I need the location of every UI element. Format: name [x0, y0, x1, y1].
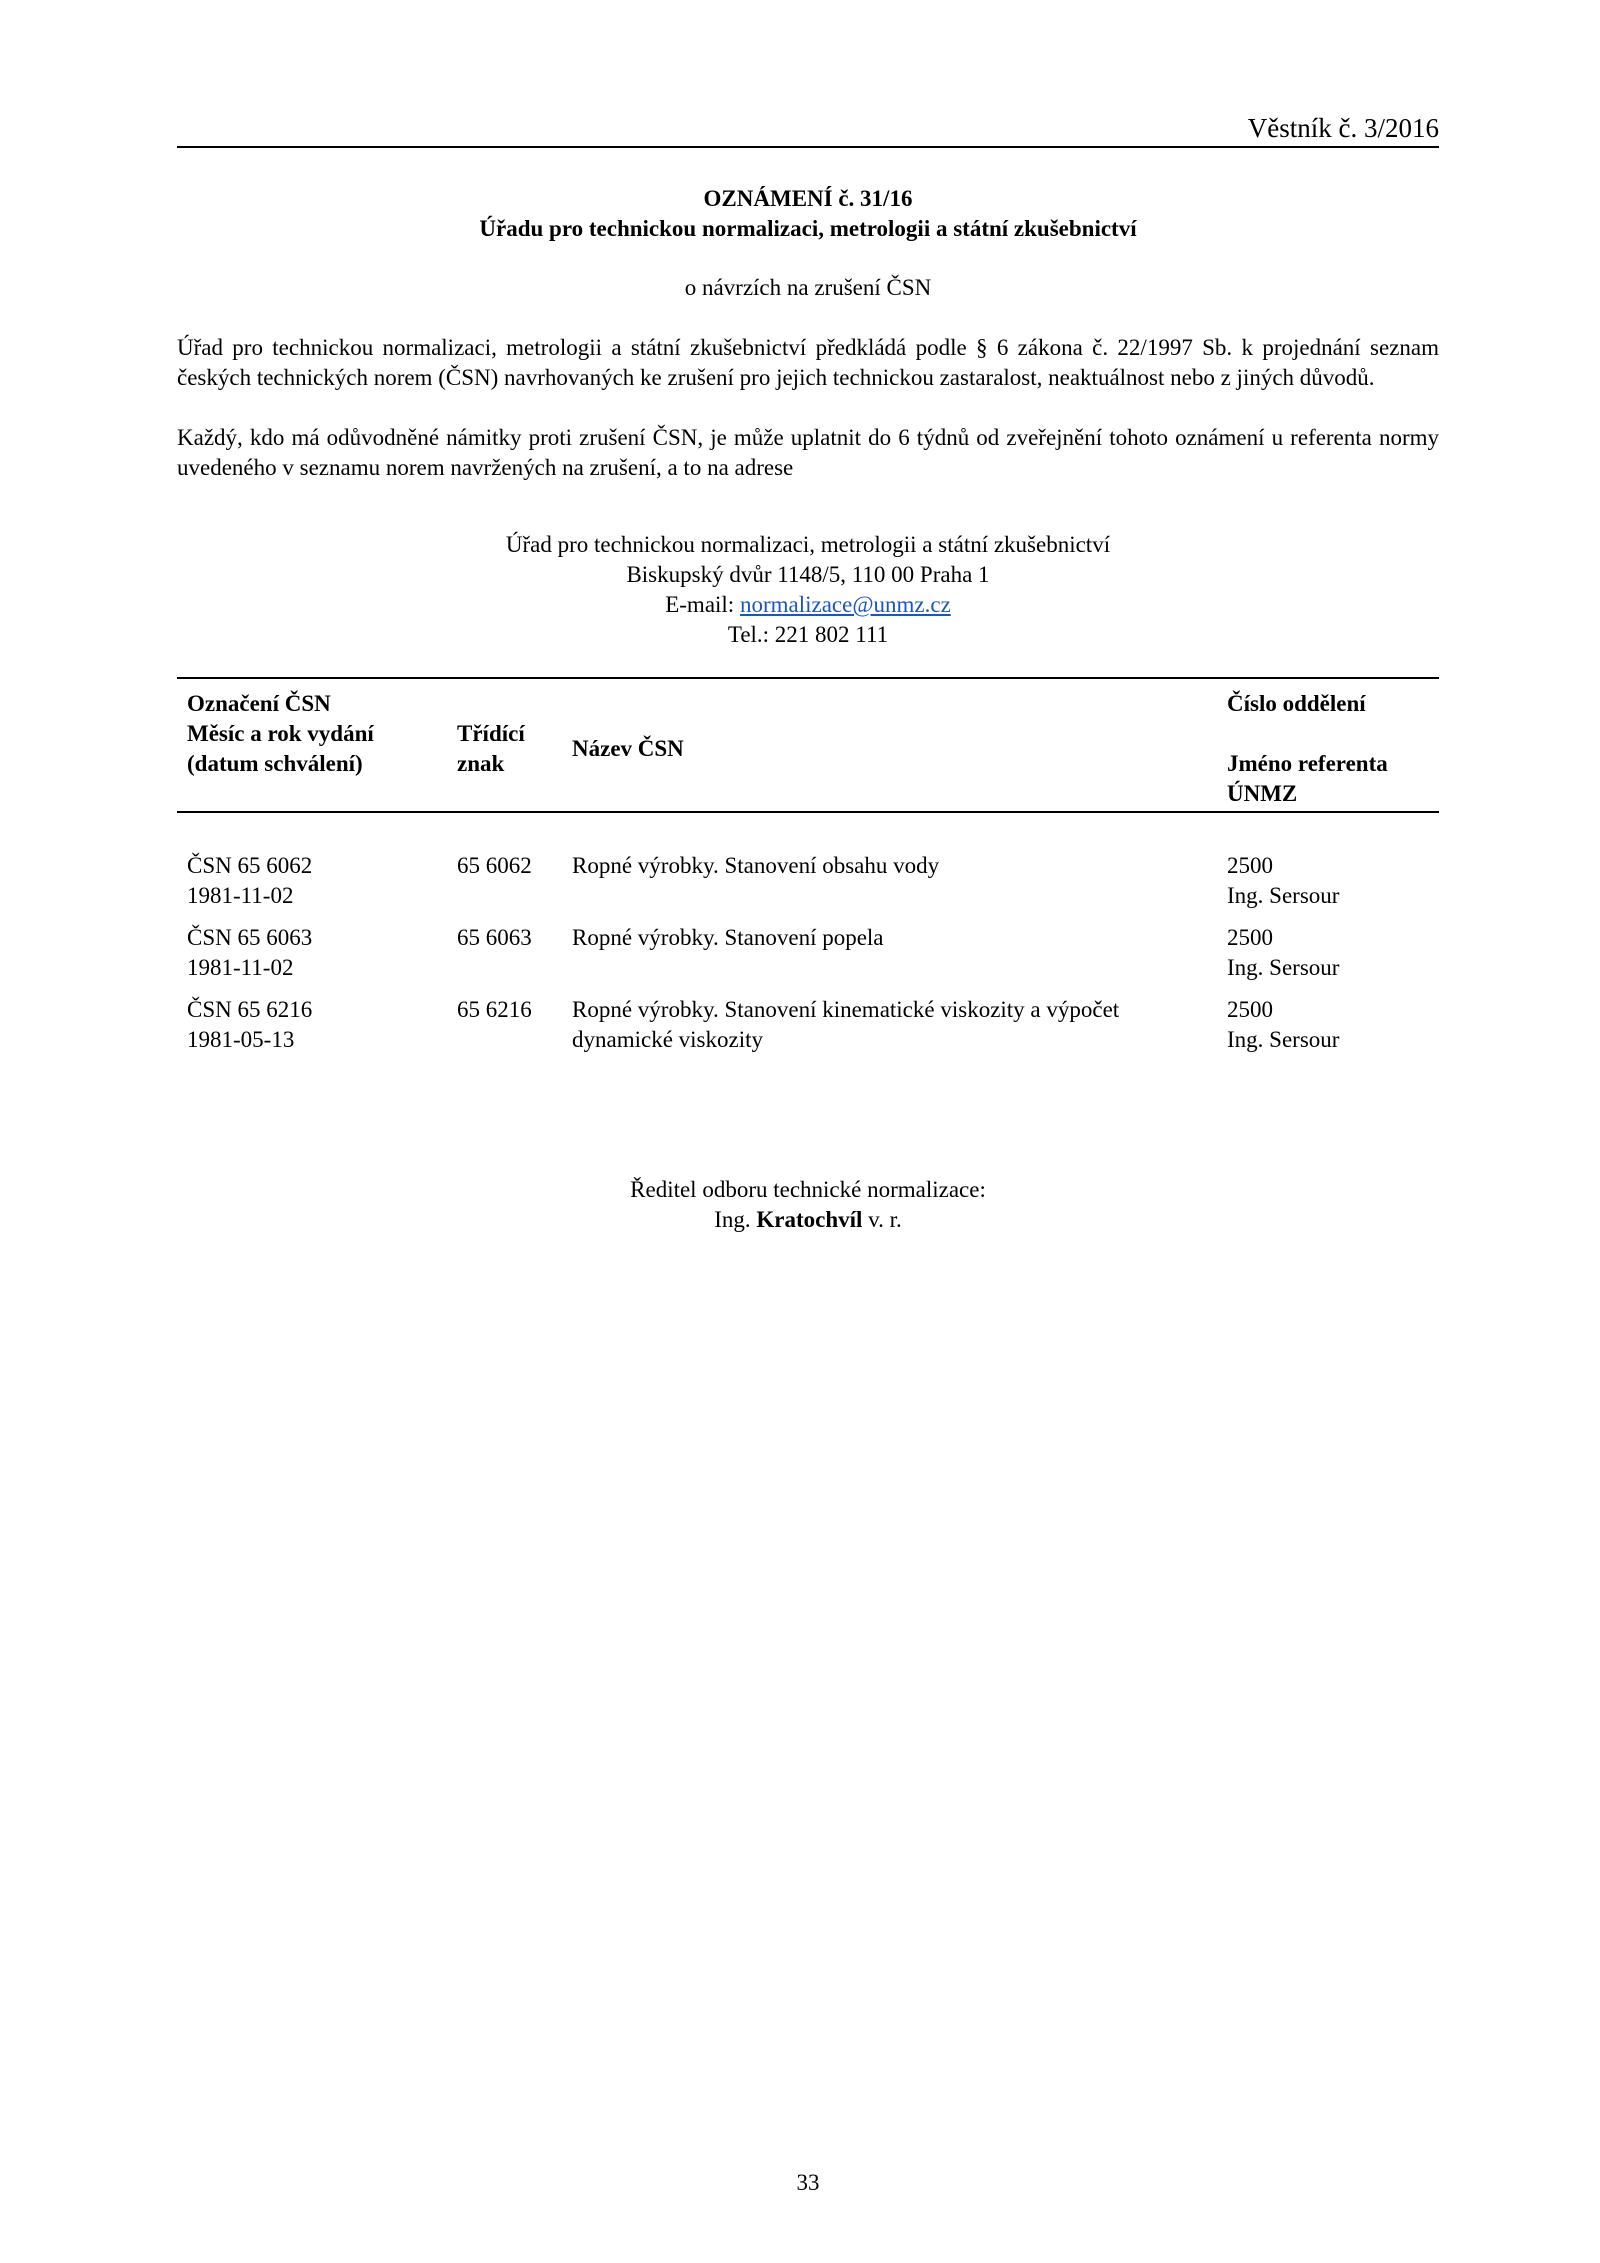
designation-value: ČSN 65 6216 [187, 997, 313, 1022]
dept-value: 2500 [1227, 853, 1273, 878]
header-referent [1227, 749, 1437, 809]
header-designation-line3: (datum schválení) [187, 751, 363, 776]
row-class: 65 6216 [457, 997, 532, 1022]
header-designation [187, 689, 447, 779]
header-referent-line1: Jméno referenta [1227, 751, 1388, 776]
row-name: Ropné výrobky. Stanovení obsahu vody [572, 853, 940, 878]
referent-value: Ing. Sersour [1227, 1027, 1340, 1052]
dept-value: 2500 [1227, 997, 1273, 1022]
address-block [177, 530, 1439, 650]
dept-value: 2500 [1227, 925, 1273, 950]
page-number: 33 [796, 2170, 820, 2195]
intro-paragraph: Úřad pro technickou normalizaci, metrologii a státní zkušebnictví předkládá podle § 6 zákona č. 22/1997 Sb. k projednání seznam českých technických norem (ČSN) navrhovaných ke zrušení pro jejich technickou zastaralost, neaktuálnost nebo z jiných důvodů. [177, 335, 1439, 390]
row-referent [1227, 851, 1437, 911]
referent-value: Ing. Sersour [1227, 883, 1340, 908]
signature-block [177, 1175, 1439, 1235]
email-label: E-mail: [665, 592, 740, 617]
designation-value: ČSN 65 6062 [187, 853, 313, 878]
signature-name-line [177, 1205, 1439, 1235]
objection-paragraph: Každý, kdo má odůvodněné námitky proti zrušení ČSN, je může uplatnit do 6 týdnů od zveřejnění tohoto oznámení u referenta normy uvedeného v seznamu norem navržených na zrušení, a to na adrese [177, 425, 1439, 480]
address-street: Biskupský dvůr 1148/5, 110 00 Praha 1 [626, 562, 990, 587]
page-header [177, 110, 1439, 148]
date-value: 1981-11-02 [187, 883, 294, 908]
address-name: Úřad pro technickou normalizaci, metrologii a státní zkušebnictví [505, 532, 1111, 557]
referent-value: Ing. Sersour [1227, 955, 1340, 980]
header-class-line1: Třídící [457, 721, 525, 746]
row-designation [187, 995, 447, 1055]
notice-subject: o návrzích na zrušení ČSN [684, 275, 932, 300]
table-row [177, 851, 1439, 913]
signature-title: Ing. [714, 1207, 757, 1232]
header-class [457, 719, 557, 779]
notice-title-block [177, 184, 1439, 244]
row-referent [1227, 923, 1437, 983]
notice-issuer: Úřadu pro technickou normalizaci, metrologii a státní zkušebnictví [479, 216, 1137, 241]
header-dept: Číslo oddělení [1227, 691, 1366, 716]
address-email-line [177, 590, 1439, 620]
address-tel: Tel.: 221 802 111 [727, 622, 889, 647]
table-header [177, 677, 1439, 813]
signature-surname: Kratochvíl [756, 1207, 863, 1232]
email-link[interactable]: normalizace@unmz.cz [739, 592, 951, 617]
designation-value: ČSN 65 6063 [187, 925, 313, 950]
row-class: 65 6063 [457, 925, 532, 950]
row-designation [187, 923, 447, 983]
journal-issue: Věstník č. 3/2016 [1247, 113, 1439, 143]
row-name: Ropné výrobky. Stanovení popela [572, 925, 884, 950]
row-designation [187, 851, 447, 911]
header-referent-line2: ÚNMZ [1227, 781, 1298, 806]
row-referent [1227, 995, 1437, 1055]
date-value: 1981-11-02 [187, 955, 294, 980]
notice-title: OZNÁMENÍ č. 31/16 [703, 186, 913, 211]
table-row [177, 995, 1439, 1057]
header-designation-line2: Měsíc a rok vydání [187, 721, 374, 746]
row-name: Ropné výrobky. Stanovení kinematické viskozity a výpočet dynamické viskozity [572, 997, 1120, 1052]
header-class-line2: znak [457, 751, 505, 776]
date-value: 1981-05-13 [187, 1027, 295, 1052]
signature-suffix: v. r. [862, 1207, 902, 1232]
signature-role: Ředitel odboru technické normalizace: [630, 1177, 986, 1202]
row-class: 65 6062 [457, 853, 532, 878]
header-designation-line1: Označení ČSN [187, 691, 331, 716]
table-row [177, 923, 1439, 985]
header-name: Název ČSN [572, 736, 684, 761]
